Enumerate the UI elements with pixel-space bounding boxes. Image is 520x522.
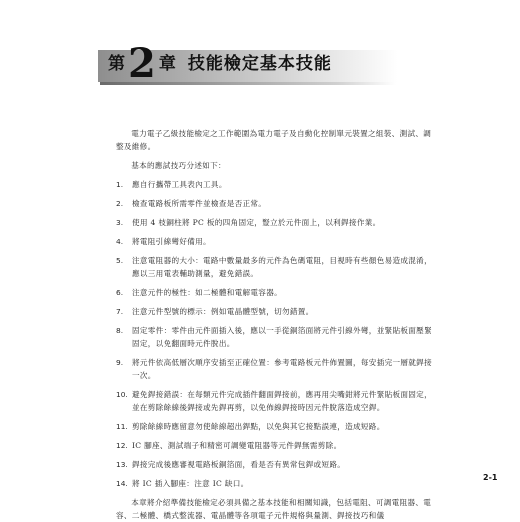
chapter-prefix: 第 bbox=[108, 54, 125, 74]
list-item bbox=[116, 197, 434, 210]
list-item-text: 將 IC 插入腳座：注意 IC 缺口。 bbox=[132, 479, 249, 488]
list-item bbox=[116, 178, 434, 191]
list-item-number: 9. bbox=[116, 358, 124, 367]
list-item-text: 銲接完成後應審視電路板銅箔面，看是否有異常包銲或短路。 bbox=[132, 460, 346, 469]
list-item bbox=[116, 324, 434, 350]
list-item-number: 7. bbox=[116, 307, 124, 316]
list-item-number: 5. bbox=[116, 256, 124, 265]
list-item-number: 6. bbox=[116, 288, 124, 297]
list-item-text: 注意電阻器的大小：電路中數量最多的元件為色碼電阻，目視時有些顏色易造成混淆，應以三用電表輔助測量，避免錯誤。 bbox=[132, 256, 432, 278]
list-item bbox=[116, 235, 434, 248]
list-item-text: 避免銲接錯誤：在每類元件完成插件翻面銲接前，應再用尖嘴鉗將元件緊貼板面固定，並在剪除餘線後銲接或先銲再剪，以免佈線銲接時因元件脫落造成空銲。 bbox=[132, 390, 432, 412]
list-item bbox=[116, 216, 434, 229]
list-item-text: 剪除餘線時應留意勿使餘線超出銲點，以免與其它接點誤連，造成短路。 bbox=[132, 422, 385, 431]
subheading: 基本的應試技巧分述如下： bbox=[131, 161, 226, 170]
list-item bbox=[116, 254, 434, 280]
list-item-number: 1. bbox=[116, 180, 124, 189]
list-item-text: 將電阻引線彎好備用。 bbox=[132, 237, 211, 246]
list-item-number: 14. bbox=[116, 479, 128, 488]
list-item bbox=[116, 356, 434, 382]
tips-list bbox=[116, 178, 434, 490]
list-item bbox=[116, 388, 434, 414]
list-item bbox=[116, 477, 434, 490]
list-item-number: 11. bbox=[116, 422, 128, 431]
list-item-number: 2. bbox=[116, 199, 124, 208]
list-item bbox=[116, 420, 434, 433]
page-number: 2-1 bbox=[483, 473, 498, 482]
list-item bbox=[116, 458, 434, 471]
list-item-number: 4. bbox=[116, 237, 124, 246]
list-item-number: 8. bbox=[116, 326, 124, 335]
list-item-text: 注意元件型號的標示：例如電晶體型號，切勿錯置。 bbox=[132, 307, 314, 316]
list-item-text: 檢查電路板所需零件並檢查是否正常。 bbox=[132, 199, 267, 208]
chapter-title: 技能檢定基本技能 bbox=[187, 54, 332, 74]
chapter-number: 2 bbox=[128, 40, 156, 87]
list-item-text: 將元件依高低層次順序安插至正確位置：參考電路板元件佈置圖，每安插完一層就銲接一次。 bbox=[132, 358, 432, 380]
list-item-number: 3. bbox=[116, 218, 124, 227]
list-item-text: 固定零件：零件由元件面插入後，應以一手從銅箔面將元件引線外彎，並緊貼板面壓緊固定，以免翻面時元件脫出。 bbox=[132, 326, 432, 348]
list-item-text: 使用 4 枝銅柱將 PC 板的四角固定，豎立於元件面上，以利銲接作業。 bbox=[132, 218, 381, 227]
outro-paragraph: 本章將介紹準備技能檢定必須具備之基本技能和相關知識，包括電阻、可調電阻器、電容、二極體、橋式整流器、電晶體等各項電子元件規格與量測、銲接技巧和儀 bbox=[116, 498, 432, 520]
chapter-suffix: 章 bbox=[158, 54, 176, 74]
list-item bbox=[116, 286, 434, 299]
page-body bbox=[116, 127, 434, 522]
list-item-text: 注意元件的極性：如二極體和電解電容器。 bbox=[132, 288, 282, 297]
list-item-number: 13. bbox=[116, 460, 128, 469]
intro-paragraph: 電力電子乙級技能檢定之工作範圍為電力電子及自動化控制單元裝置之組裝、測試、調整及維修。 bbox=[116, 129, 432, 151]
chapter-heading bbox=[108, 40, 332, 86]
list-item-text: 應自行攜帶工具表內工具。 bbox=[132, 180, 227, 189]
list-item-text: IC 腳座、測試端子和精密可調變電阻器等元件銲無需剪除。 bbox=[132, 441, 342, 450]
list-item-number: 12. bbox=[116, 441, 128, 450]
list-item bbox=[116, 439, 434, 452]
list-item bbox=[116, 305, 434, 318]
list-item-number: 10. bbox=[116, 390, 128, 399]
